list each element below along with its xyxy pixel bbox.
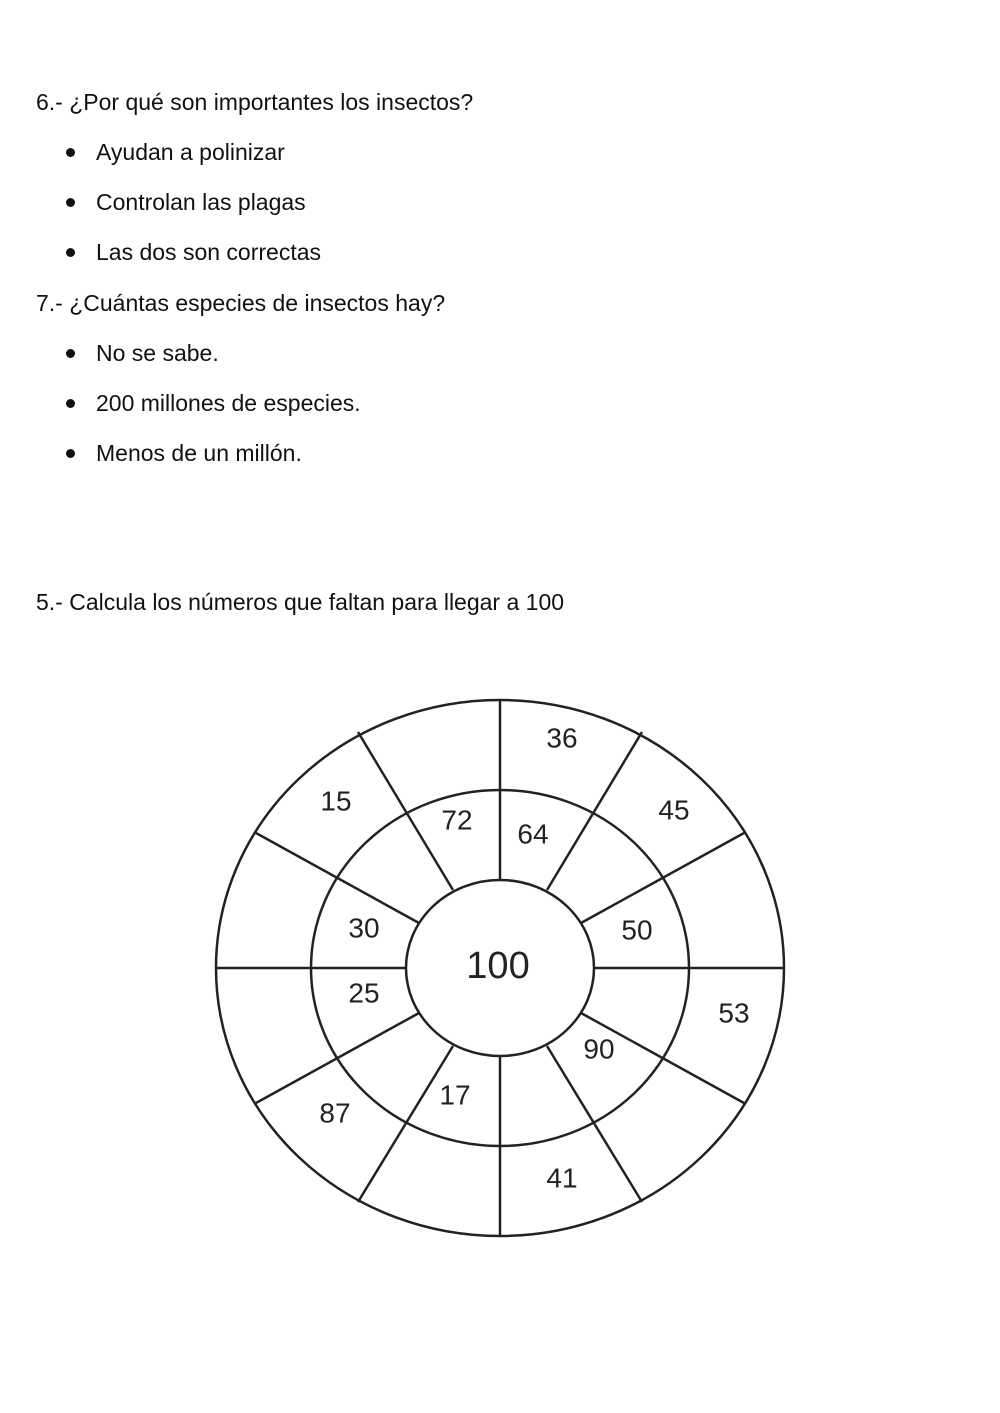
outer-number: 87 xyxy=(319,1097,351,1129)
inner-number: 90 xyxy=(583,1033,615,1065)
inner-number: 25 xyxy=(348,977,380,1009)
bullet-icon xyxy=(66,198,75,207)
outer-number: 41 xyxy=(546,1162,578,1194)
inner-number: 30 xyxy=(348,912,380,944)
inner-number: 64 xyxy=(517,818,549,850)
question-6-title: 6.- ¿Por qué son importantes los insectos? xyxy=(36,89,474,115)
bullet-icon xyxy=(66,399,75,408)
wheel-center-number: 100 xyxy=(466,945,530,988)
option-label: Menos de un millón. xyxy=(96,440,302,466)
question-5-title: 5.- Calcula los números que faltan para llegar a 100 xyxy=(36,589,565,615)
outer-number: 15 xyxy=(320,785,352,817)
bullet-icon xyxy=(66,349,75,358)
bullet-icon xyxy=(66,148,75,157)
outer-number: 45 xyxy=(658,794,690,826)
option-label: Controlan las plagas xyxy=(96,189,306,215)
inner-number: 72 xyxy=(441,804,473,836)
outer-number: 53 xyxy=(718,997,750,1029)
outer-number: 36 xyxy=(546,722,578,754)
question-7-title: 7.- ¿Cuántas especies de insectos hay? xyxy=(36,290,446,316)
inner-number: 50 xyxy=(621,914,653,946)
option-label: 200 millones de especies. xyxy=(96,390,361,416)
option-label: Ayudan a polinizar xyxy=(96,139,285,165)
option-label: No se sabe. xyxy=(96,340,219,366)
inner-number: 17 xyxy=(439,1079,471,1111)
option-label: Las dos son correctas xyxy=(96,239,322,265)
number-wheel-diagram xyxy=(200,690,800,1250)
bullet-icon xyxy=(66,449,75,458)
bullet-icon xyxy=(66,248,75,257)
